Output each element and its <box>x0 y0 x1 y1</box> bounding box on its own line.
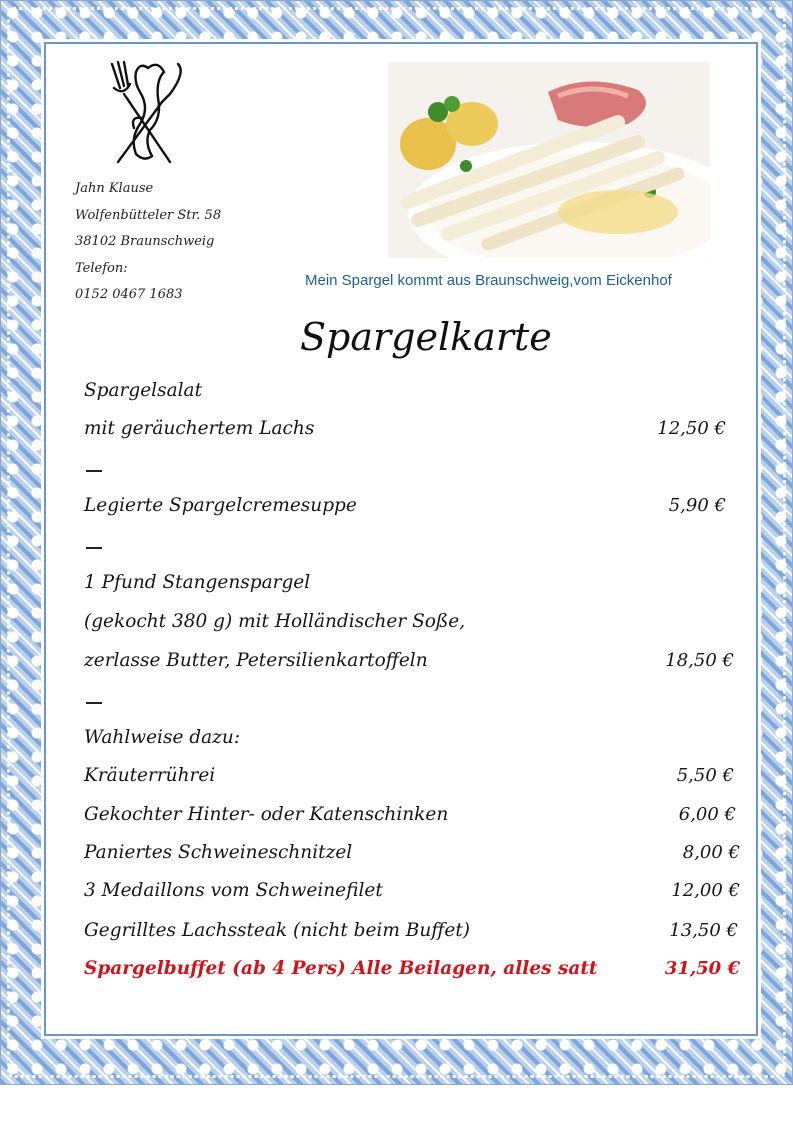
section-heading: Wahlweise dazu: <box>84 727 241 748</box>
tagline: Mein Spargel kommt aus Braunschweig,vom Eickenhof <box>305 272 672 289</box>
phone-label: Telefon: <box>75 260 128 276</box>
separator-dash <box>86 547 102 549</box>
page-title: Spargelkarte <box>300 315 552 359</box>
price: 18,50 € <box>665 650 734 671</box>
buffet-price: 31,50 € <box>664 958 740 979</box>
menu-item-name: 1 Pfund Stangenspargel <box>84 572 311 593</box>
owner-name: Jahn Klause <box>75 181 154 196</box>
buffet-offer: Spargelbuffet (ab 4 Pers) Alle Beilagen, alles satt <box>84 958 598 979</box>
menu-item-description: mit geräuchertem Lachs <box>84 418 315 439</box>
street: Wolfenbütteler Str. 58 <box>75 207 222 223</box>
phone-number: 0152 0467 1683 <box>75 287 183 302</box>
menu-item-description: zerlasse Butter, Petersilienkartoffeln <box>84 650 428 671</box>
price: 12,50 € <box>657 418 726 439</box>
address-block <box>75 176 275 309</box>
price: 12,00 € <box>671 880 740 901</box>
menu-item-name: 3 Medaillons vom Schweinefilet <box>84 880 383 901</box>
separator-dash <box>86 470 102 472</box>
price: 5,90 € <box>668 495 726 516</box>
menu-item-name: Legierte Spargelcremesuppe <box>84 495 357 516</box>
price-column <box>560 0 740 1122</box>
price: 8,00 € <box>682 842 740 863</box>
menu-item-description: (gekocht 380 g) mit Holländischer Soße, <box>84 611 466 632</box>
fork-knife-napkin-icon <box>100 58 190 168</box>
price: 13,50 € <box>669 920 738 941</box>
menu-item-name: Paniertes Schweineschnitzel <box>84 842 353 863</box>
price: 5,50 € <box>676 765 734 786</box>
menu-item-name: Spargelsalat <box>84 380 203 401</box>
menu-item-name: Gegrilltes Lachssteak (nicht beim Buffet) <box>84 920 470 941</box>
separator-dash <box>86 702 102 704</box>
menu-item-name: Kräuterrührei <box>84 765 216 786</box>
price: 6,00 € <box>678 804 736 825</box>
menu-item-name: Gekochter Hinter- oder Katenschinken <box>84 804 449 825</box>
city: 38102 Braunschweig <box>75 234 215 249</box>
